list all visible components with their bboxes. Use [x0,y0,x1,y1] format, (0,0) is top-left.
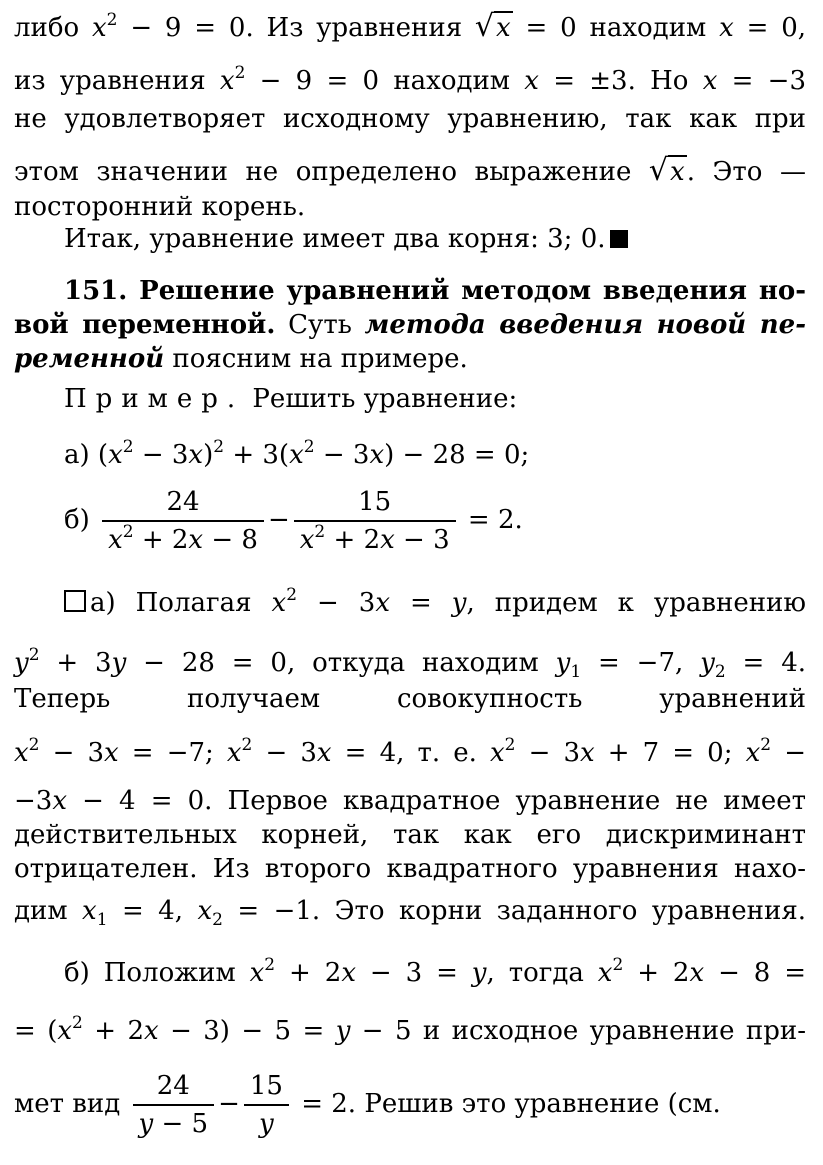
solution-a-line-4: $x^2 - 3x = -7$; $x^2 - 3x = 4$, т. е. $x^2 - 3x + 7 = 0$; $x^2$ − [14,735,806,768]
solution-a-line-8: дим $x_1 = 4$, $x_2 = -1$. Это корни заданного уравнения. [14,896,807,930]
solution-a-line-3: Теперь получаем совокупность уравнений [14,684,806,714]
text-line-6: Итак, уравнение имеет два корня: 3; 0. [64,222,806,256]
fraction: $\frac{24}{x^2 + 2x - 8}$ [102,484,264,558]
solution-b-line-3: мет вид $\frac{24}{y - 5}$ − $\frac{15}{y}$ = 2. Решив это уравнение (см. [14,1062,806,1146]
text-line-5: посторонний корень. [14,192,306,222]
hollow-square-icon [64,590,86,612]
text-line-8: вой переменной. Суть метода введения новой пе- [14,310,806,340]
solution-a-line-5: −3x − 4 = 0. Первое квадратное уравнение не имеет [14,786,806,816]
fraction: $\frac{15}{x^2 + 2x - 3}$ [294,484,456,558]
solution-b-line-1: б) Положим $x^2 + 2x - 3 = y$, тогда $x^2 + 2x - 8$ = [64,955,807,988]
text-line-3: не удовлетворяет исходному уравнению, так как при [14,104,806,134]
solution-b-line-2: = $(x^2 + 2x - 3) - 5 = y - 5$ и исходное уравнение при- [14,1013,806,1046]
solution-a-line-6: действительных корней, так как его дискриминант [14,820,806,850]
text-line-1: либо $x^2 - 9 = 0$. Из уравнения √x = 0 находим x = 0, [14,9,807,44]
filled-square-icon [610,230,628,248]
sqrt-expression: √x [648,153,685,188]
text-line-4: этом значении не определено выражение √x. Это — [14,153,806,188]
fraction: $\frac{15}{y}$ [244,1068,289,1142]
text-line-2: из уравнения $x^2 - 9 = 0$ находим x = ±3. Но x = −3 [14,63,806,96]
text-line-9: ременной поясним на примере. [14,344,468,374]
solution-a-line-2: $y^2 + 3y - 28 = 0$, откуда находим $y_1 = -7$, $y_2 = 4$. [14,645,806,682]
fraction: $\frac{24}{y - 5}$ [133,1068,215,1142]
solution-a-line-7: отрицателен. Из второго квадратного уравнения нахо- [14,854,806,884]
solution-a-line-1: а) Полагая $x^2 - 3x = y$, придем к уравнению [64,586,806,620]
equation-a: а) $(x^2 - 3x)^2 + 3(x^2 - 3x) - 28 = 0$; [64,437,530,470]
equation-b: б) $\frac{24}{x^2 + 2x - 8}$ − $\frac{15}{x^2 + 2x - 3}$ = 2. [64,480,806,560]
section-heading-151: 151. Решение уравнений методом введения но- [64,276,806,306]
example-label: Пример. Решить уравнение: [64,384,518,414]
sqrt-expression: √x [474,9,511,44]
